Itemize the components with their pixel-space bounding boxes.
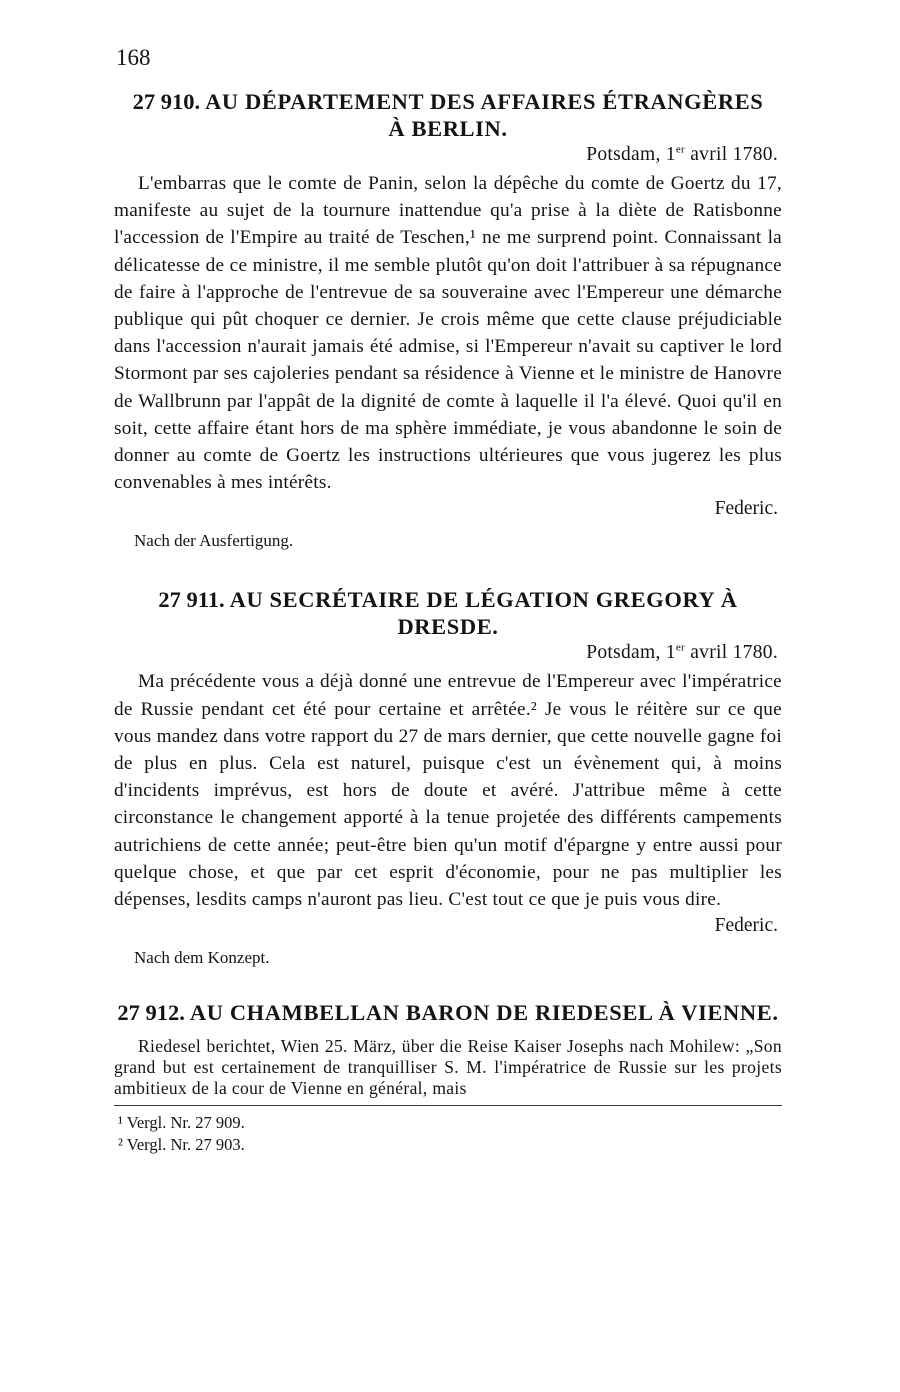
letter-number: 27 910. <box>132 89 201 114</box>
footnote-divider <box>114 1105 782 1106</box>
letter-recipient-place: À BERLIN. <box>388 116 508 141</box>
dateline: Potsdam, 1er avril 1780. <box>586 641 778 664</box>
source-note: Nach dem Konzept. <box>134 948 270 968</box>
letter-title <box>114 999 782 1026</box>
letter-27910 <box>114 88 782 552</box>
letter-title <box>114 88 782 142</box>
letter-number: 27 911. <box>158 587 225 613</box>
letter-body: Ma précédente vous a déjà donné une entrevue de l'Empereur avec l'impératrice de Russie pendant cet été pour certaine et arrêtée.² Je vous le réitère sur ce que vous mandez dans votre rapport du 27 de mars dernier, que cette nouvelle gagne foi de plus en plus. Cela est naturel, puisque c'est un évènement qui, à moins d'incidents imprévus, est hors de doute et avéré. J'attribue même à cette circonstance le changement apporté à la tenue projetée des différents campements autrichiens de cette année; peut-être bien qu'un motif d'épargne y entre aussi pour quelque chose, et que par cet esprit d'économie, pour ne pas multiplier les dépenses, lesdits camps n'auront pas lieu. C'est tout ce que je puis vous dire. <box>114 671 782 911</box>
letter-27912 <box>114 999 782 1099</box>
footnote-2: ² Vergl. Nr. 27 903. <box>118 1135 245 1155</box>
letter-recipient: AU SECRÉTAIRE DE LÉGATION GREGORY À DRESDE. <box>229 587 738 640</box>
page-number: 168 <box>116 45 151 70</box>
letter-body: L'embarras que le comte de Panin, selon la dépêche du comte de Goertz du 17, manifeste au sujet de la tournure inattendue qu'a prise à la diète de Ratisbonne l'accession de l'Empire au traité de Teschen,¹ ne me surprend point. Connaissant la délicatesse de ce ministre, il me semble plutôt qu'on doit l'attribuer à sa répugnance de faire à l'approche de l'entrevue de sa souveraine avec l'Empereur une démarche publique qui pût choquer ce dernier. Je crois même que cette clause préjudiciable dans l'accession n'aurait jamais été admise, si l'Empereur n'avait su captiver le lord Stormont par ses cajoleries pendant sa résidence à Vienne et le ministre de Hanovre de Wallbrunn par l'appât de la dignité de comte à laquelle il l'a élevé. Quoi qu'il en soit, cette affaire étant hors de ma sphère immédiate, je vous abandonne le soin de donner au comte de Goertz les instructions ultérieures que vous jugerez les plus convenables à mes intérêts. <box>114 173 782 494</box>
source-note: Nach der Ausfertigung. <box>134 531 294 551</box>
footnote-1: ¹ Vergl. Nr. 27 909. <box>118 1113 245 1133</box>
signature: Federic. <box>714 498 778 520</box>
letter-summary: Riedesel berichtet, Wien 25. März, über die Reise Kaiser Josephs nach Mohilew: „Son grand but est certainement de tranquilliser S. M. l'impératrice de Russie sur les projets ambitieux de la cour de Vienne en général, mais <box>114 1036 782 1099</box>
letter-number: 27 912. <box>117 1000 185 1026</box>
letter-title <box>114 586 782 640</box>
signature: Federic. <box>714 915 778 937</box>
letter-recipient: AU CHAMBELLAN BARON DE RIEDESEL À VIENNE. <box>189 1000 779 1026</box>
letter-27911 <box>114 586 782 969</box>
letter-recipient: AU DÉPARTEMENT DES AFFAIRES ÉTRANGÈRES <box>205 89 764 114</box>
dateline: Potsdam, 1er avril 1780. <box>586 143 778 165</box>
